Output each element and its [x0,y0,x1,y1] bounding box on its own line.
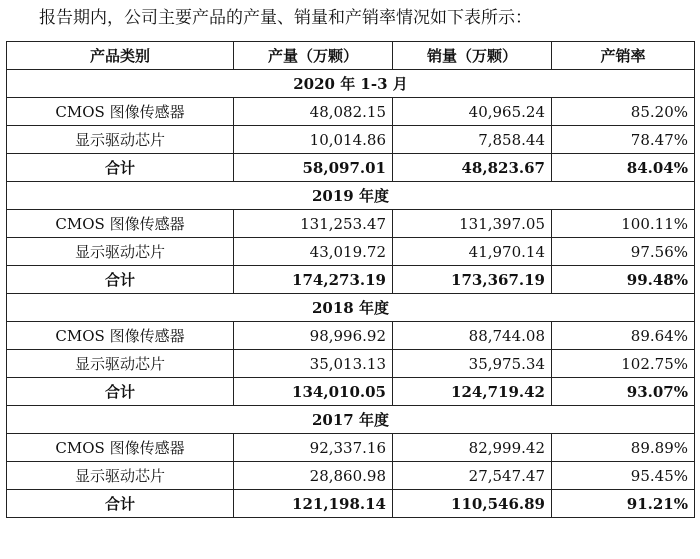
rate-cell: 89.64% [552,322,695,350]
total-label: 合计 [7,490,234,518]
production-cell: 174,273.19 [234,266,393,294]
category-cell: CMOS 图像传感器 [7,98,234,126]
sales-cell: 35,975.34 [393,350,552,378]
rate-cell: 97.56% [552,238,695,266]
sales-cell: 48,823.67 [393,154,552,182]
period-row [7,70,695,98]
rate-cell: 93.07% [552,378,695,406]
rate-cell: 102.75% [552,350,695,378]
production-sales-table [6,41,695,518]
header-category: 产品类别 [7,42,234,70]
rate-cell: 95.45% [552,462,695,490]
total-row [7,154,695,182]
period-label: 2019 年度 [7,182,695,210]
period-label: 2018 年度 [7,294,695,322]
table-row [7,462,695,490]
period-row [7,182,695,210]
rate-cell: 84.04% [552,154,695,182]
category-cell: CMOS 图像传感器 [7,322,234,350]
rate-cell: 99.48% [552,266,695,294]
category-cell: 显示驱动芯片 [7,462,234,490]
sales-cell: 7,858.44 [393,126,552,154]
sales-cell: 124,719.42 [393,378,552,406]
sales-cell: 82,999.42 [393,434,552,462]
table-row [7,322,695,350]
production-cell: 98,996.92 [234,322,393,350]
header-row [7,42,695,70]
production-cell: 134,010.05 [234,378,393,406]
sales-cell: 131,397.05 [393,210,552,238]
table-row [7,238,695,266]
production-cell: 28,860.98 [234,462,393,490]
production-cell: 10,014.86 [234,126,393,154]
table-row [7,434,695,462]
category-cell: 显示驱动芯片 [7,350,234,378]
production-cell: 48,082.15 [234,98,393,126]
sales-cell: 27,547.47 [393,462,552,490]
period-label: 2020 年 1-3 月 [7,70,695,98]
production-cell: 121,198.14 [234,490,393,518]
sales-cell: 88,744.08 [393,322,552,350]
category-cell: 显示驱动芯片 [7,238,234,266]
header-sales: 销量（万颗） [393,42,552,70]
production-cell: 43,019.72 [234,238,393,266]
header-production: 产量（万颗） [234,42,393,70]
total-row [7,266,695,294]
total-label: 合计 [7,378,234,406]
rate-cell: 89.89% [552,434,695,462]
table-row [7,126,695,154]
production-cell: 92,337.16 [234,434,393,462]
production-cell: 131,253.47 [234,210,393,238]
total-row [7,378,695,406]
total-row [7,490,695,518]
sales-cell: 173,367.19 [393,266,552,294]
intro-text: 报告期内，公司主要产品的产量、销量和产销率情况如下表所示： [39,8,532,28]
rate-cell: 91.21% [552,490,695,518]
rate-cell: 85.20% [552,98,695,126]
rate-cell: 100.11% [552,210,695,238]
category-cell: 显示驱动芯片 [7,126,234,154]
sales-cell: 41,970.14 [393,238,552,266]
category-cell: CMOS 图像传感器 [7,434,234,462]
period-row [7,406,695,434]
table-row [7,98,695,126]
period-label: 2017 年度 [7,406,695,434]
table-row [7,350,695,378]
table-row [7,210,695,238]
production-cell: 35,013.13 [234,350,393,378]
sales-cell: 110,546.89 [393,490,552,518]
category-cell: CMOS 图像传感器 [7,210,234,238]
rate-cell: 78.47% [552,126,695,154]
total-label: 合计 [7,154,234,182]
sales-cell: 40,965.24 [393,98,552,126]
total-label: 合计 [7,266,234,294]
period-row [7,294,695,322]
header-rate: 产销率 [552,42,695,70]
production-cell: 58,097.01 [234,154,393,182]
